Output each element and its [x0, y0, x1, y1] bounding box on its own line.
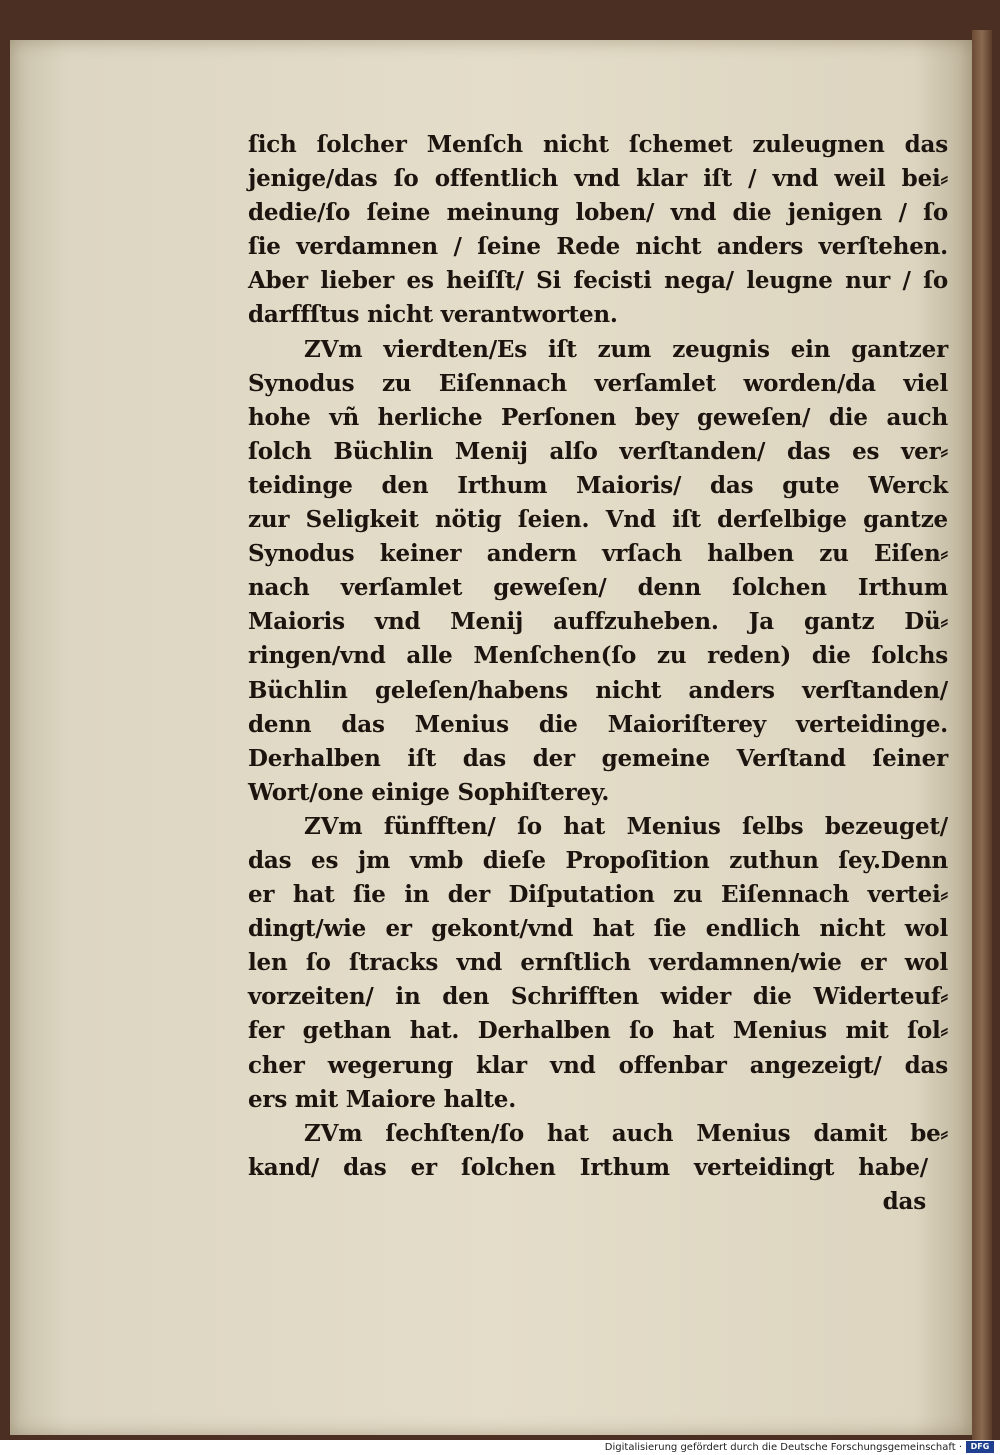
text-line: hohe vñ herliche Perſonen bey geweſen/ die auch: [248, 403, 948, 431]
text-line: dedie/ſo ſeine meinung loben/ vnd die jenigen / ſo: [248, 199, 948, 227]
book-page-edge: [972, 30, 992, 1440]
text-line: Derhalben iſt das der gemeine Verſtand ſeiner: [248, 744, 948, 772]
text-line: darffſtus nicht verantworten.: [248, 301, 618, 329]
text-line: nach verſamlet geweſen/ denn ſolchen Irthum: [248, 574, 948, 602]
text-line: teidinge den Irthum Maioris/ das gute Werck: [248, 471, 948, 499]
text-line: ZVm fünfften/ ſo hat Menius ſelbs bezeuget/: [304, 812, 948, 840]
digitization-credit: Digitalisierung gefördert durch die Deutsche Forschungsgemeinschaft ·: [604, 1442, 962, 1453]
text-line: dingt/wie er gekont/vnd hat ſie endlich nicht wol: [248, 915, 948, 943]
text-line: das es jm vmb dieſe Propoſition zuthun ſey.Denn: [248, 846, 948, 874]
dfg-logo: DFG: [966, 1441, 994, 1453]
paragraph: [248, 1117, 948, 1185]
paragraph: [248, 128, 948, 333]
text-line: ZVm ſechſten/ſo hat auch Menius damit be⸗: [304, 1119, 948, 1147]
text-line: kand/ das er ſolchen Irthum verteidingt habe/: [248, 1153, 928, 1181]
text-line: Maioris vnd Menij auffzuheben. Ja gantz Dü⸗: [248, 608, 948, 636]
text-line: ringen/vnd alle Menſchen(ſo zu reden) die ſolchs: [248, 642, 948, 670]
text-line: denn das Menius die Maioriſterey verteidinge.: [248, 710, 948, 738]
text-line: Synodus keiner andern vrſach halben zu Eiſen⸗: [248, 540, 948, 568]
text-line: zur Seligkeit nötig ſeien. Vnd iſt derſelbige gantze: [248, 506, 948, 534]
text-line: er hat ſie in der Diſputation zu Eiſennach vertei⸗: [248, 881, 948, 909]
text-line: ZVm vierdten/Es iſt zum zeugnis ein gantzer: [304, 335, 948, 363]
text-line: len ſo ſtracks vnd ernſtlich verdamnen/wie er wol: [248, 949, 948, 977]
text-line: ſie verdamnen / ſeine Rede nicht anders verſtehen.: [248, 233, 948, 261]
text-line: vorzeiten/ in den Schrifften wider die Widerteuf⸗: [248, 983, 948, 1011]
catchword: das: [882, 1187, 926, 1215]
text-line: ers mit Maiore halte.: [248, 1085, 517, 1113]
text-line: ſich ſolcher Menſch nicht ſchemet zuleugnen das: [248, 131, 948, 158]
text-block: [248, 128, 948, 1219]
text-line: Aber lieber es heiſſt/ Si fecisti nega/ leugne nur / ſo: [248, 267, 948, 295]
text-line: ſolch Büchlin Menij alſo verſtanden/ das es ver⸗: [248, 437, 948, 465]
text-line: cher wegerung klar vnd offenbar angezeigt/ das: [248, 1051, 948, 1079]
text-line: Synodus zu Eiſennach verſamlet worden/da viel: [248, 369, 948, 397]
text-line: jenige/das ſo offentlich vnd klar iſt / vnd weil bei⸗: [248, 165, 948, 193]
text-line: Büchlin geleſen/habens nicht anders verſtanden/: [248, 676, 948, 704]
paragraph: [248, 333, 948, 810]
text-line: Wort/one einige Sophiſterey.: [248, 778, 610, 806]
text-line: fer gethan hat. Derhalben ſo hat Menius mit ſol⸗: [248, 1017, 948, 1045]
paragraph: [248, 810, 948, 1117]
